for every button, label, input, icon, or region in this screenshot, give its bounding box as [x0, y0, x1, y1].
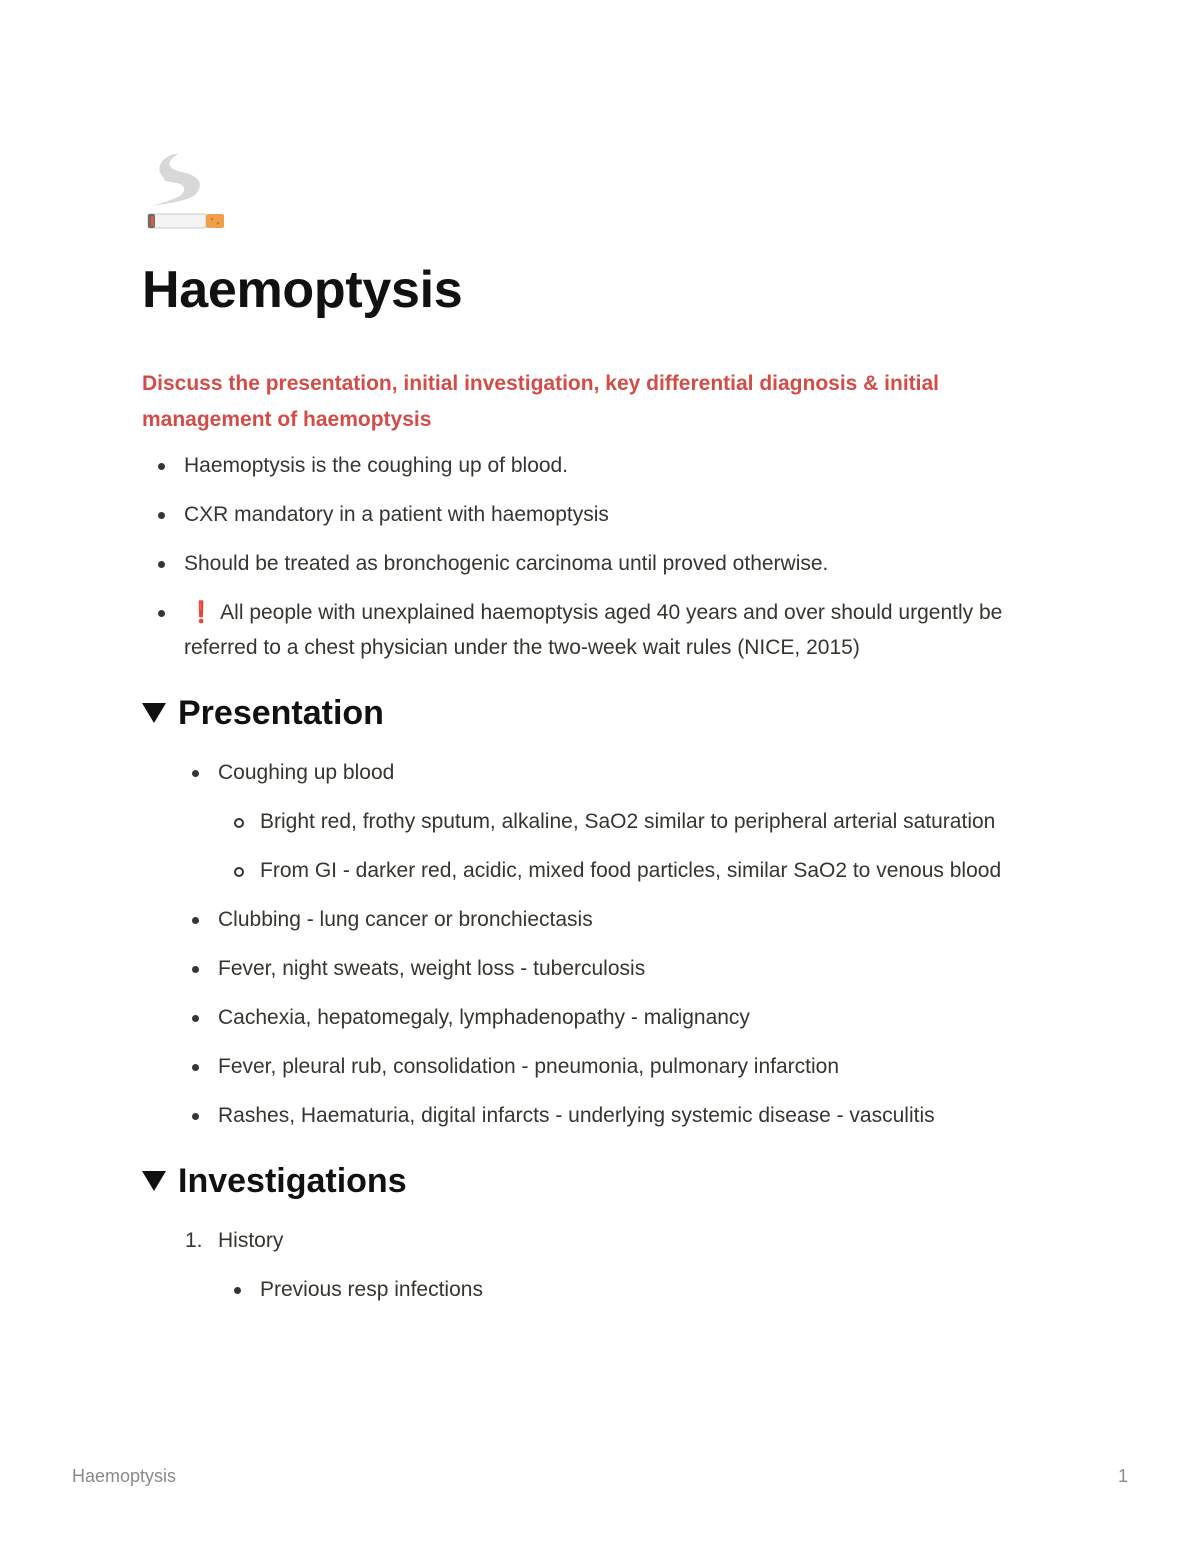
bullet-icon — [192, 917, 199, 924]
list-item-text: From GI - darker red, acidic, mixed food particles, similar SaO2 to venous blood — [260, 859, 1002, 882]
toggle-triangle-icon[interactable] — [142, 1171, 166, 1191]
bullet-icon — [192, 770, 199, 777]
list-item-text: Fever, night sweats, weight loss - tuberculosis — [218, 957, 646, 980]
footer-title: Haemoptysis — [72, 1466, 177, 1486]
toggle-heading-text: Presentation — [178, 694, 384, 732]
toggle-presentation[interactable] — [142, 691, 1072, 735]
exclamation-icon: ❗ — [188, 601, 215, 624]
list-item — [260, 1272, 1072, 1307]
list-item — [184, 546, 1072, 581]
bullet-icon — [192, 1015, 199, 1022]
list-item-text: Clubbing - lung cancer or bronchiectasis — [218, 908, 593, 931]
bullet-icon — [192, 1064, 199, 1071]
intro-list — [142, 448, 1072, 665]
list-item-text: Previous resp infections — [260, 1278, 483, 1301]
list-item — [218, 755, 1072, 888]
nested-list — [218, 804, 1072, 888]
list-item-text: History — [218, 1229, 284, 1252]
list-item-text: Rashes, Haematuria, digital infarcts - underlying systemic disease - vasculitis — [218, 1104, 935, 1127]
list-item-text: CXR mandatory in a patient with haemoptysis — [184, 503, 609, 526]
investigations-list — [142, 1223, 1072, 1307]
bullet-icon — [158, 463, 165, 470]
presentation-list — [142, 755, 1072, 1133]
nested-list — [218, 1272, 1072, 1307]
bullet-icon — [158, 610, 165, 617]
ring-bullet-icon — [234, 818, 244, 828]
list-item — [184, 497, 1072, 532]
list-item — [218, 1098, 1072, 1133]
page-title: Haemoptysis — [142, 261, 463, 319]
toggle-heading-text: Investigations — [178, 1162, 407, 1200]
list-item-text: Bright red, frothy sputum, alkaline, SaO2 similar to peripheral arterial saturation — [260, 810, 996, 833]
list-item — [218, 1000, 1072, 1035]
list-item-text: Should be treated as bronchogenic carcinoma until proved otherwise. — [184, 552, 829, 575]
bullet-icon — [234, 1287, 241, 1294]
list-item — [260, 804, 1072, 839]
list-number: 1. — [185, 1229, 203, 1252]
bullet-icon — [192, 966, 199, 973]
bullet-icon — [158, 561, 165, 568]
cigarette-icon — [142, 150, 232, 240]
list-item — [184, 448, 1072, 483]
bullet-icon — [158, 512, 165, 519]
list-item — [185, 1223, 1072, 1307]
list-item-text: Haemoptysis is the coughing up of blood. — [184, 454, 569, 477]
page-content — [142, 150, 1072, 1321]
list-item — [260, 853, 1072, 888]
list-item-text: Coughing up blood — [218, 761, 395, 784]
list-item — [218, 902, 1072, 937]
toggle-triangle-icon[interactable] — [142, 703, 166, 723]
list-item-text: Cachexia, hepatomegaly, lymphadenopathy - malignancy — [218, 1006, 750, 1029]
list-item — [218, 1049, 1072, 1084]
list-item — [218, 951, 1072, 986]
ring-bullet-icon — [234, 867, 244, 877]
page-subtitle: Discuss the presentation, initial investigation, key differential diagnosis & initial management of haemoptysis — [142, 372, 940, 431]
list-item-text: Fever, pleural rub, consolidation - pneumonia, pulmonary infarction — [218, 1055, 840, 1078]
footer-page-number: 1 — [1117, 1466, 1128, 1486]
toggle-investigations[interactable] — [142, 1159, 1072, 1203]
bullet-icon — [192, 1113, 199, 1120]
list-item — [184, 595, 1072, 665]
list-item-text: All people with unexplained haemoptysis aged 40 years and over should urgently be referred to a chest physician under the two-week wait rules (NICE, 2015) — [184, 601, 1003, 659]
